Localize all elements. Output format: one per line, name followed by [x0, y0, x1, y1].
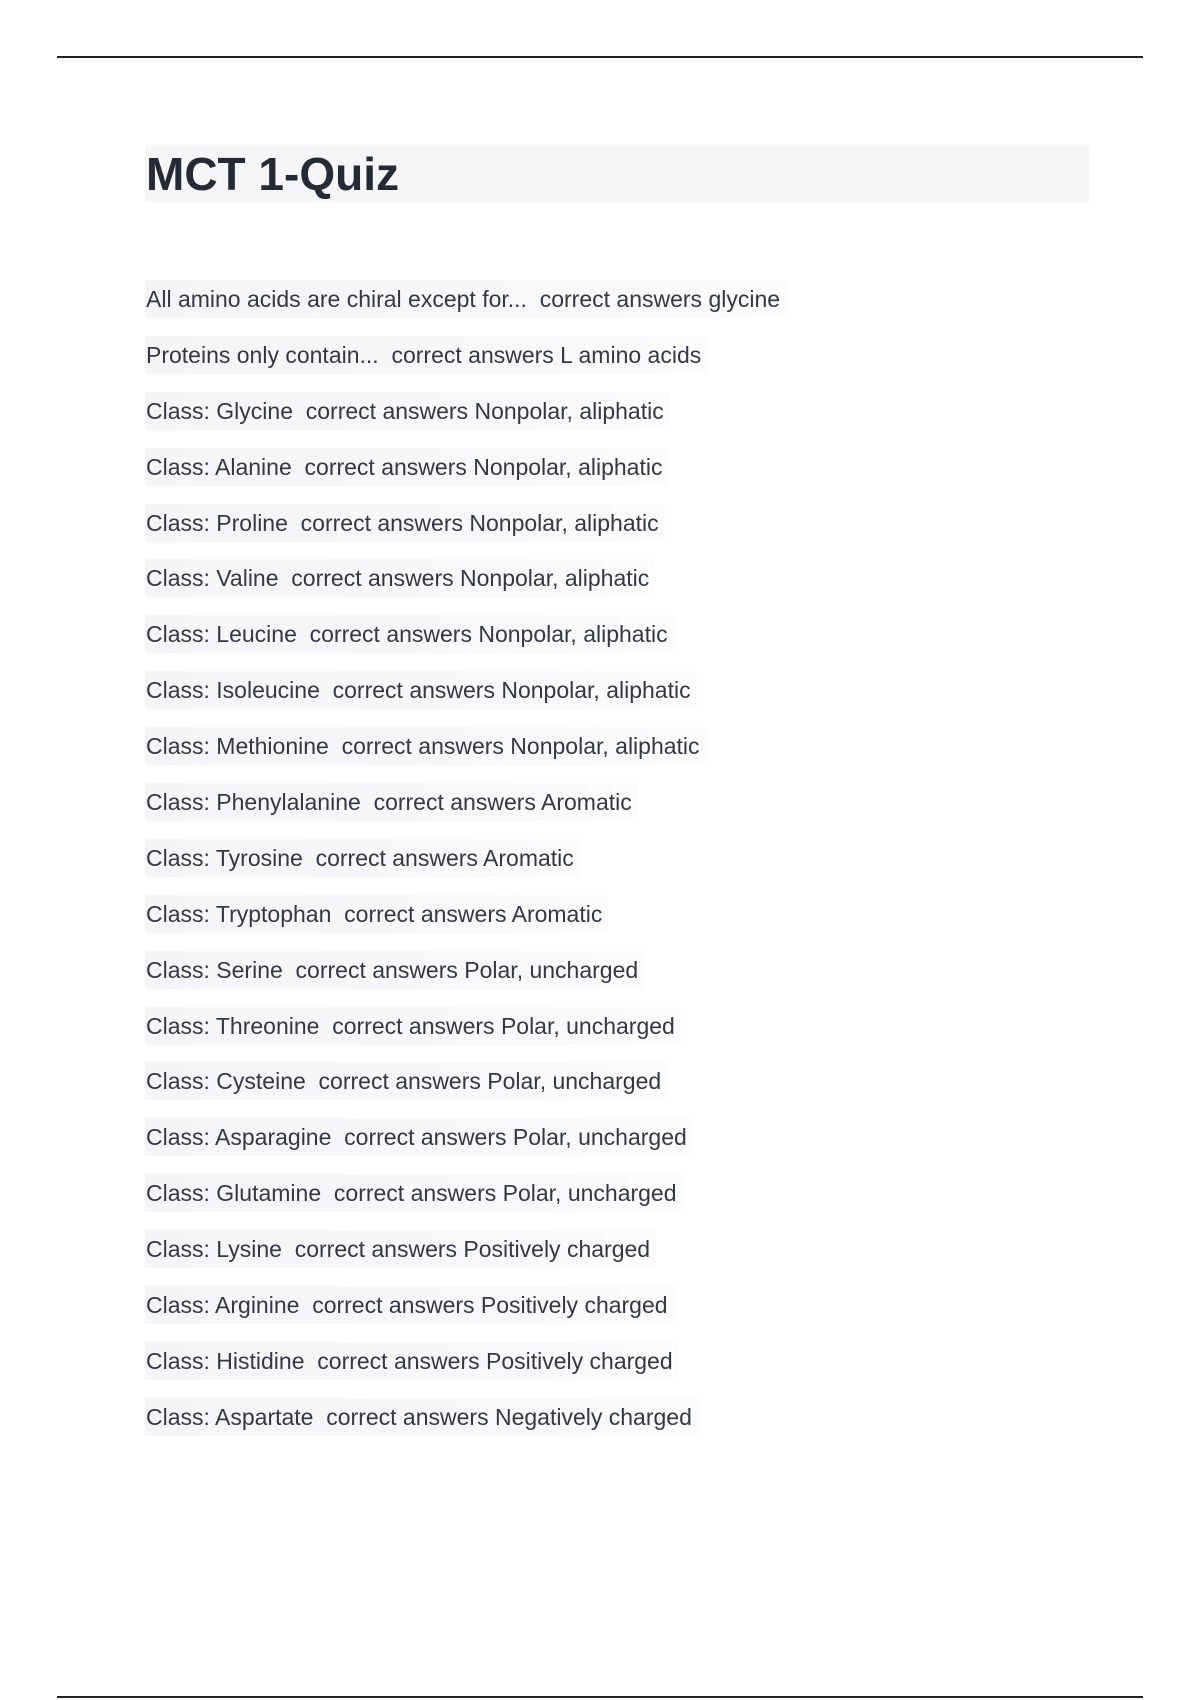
list-item	[145, 559, 786, 615]
qa-text: Class: Isoleucine correct answers Nonpolar, aliphatic	[145, 671, 697, 709]
bottom-rule	[57, 1696, 1143, 1698]
list-item	[145, 1174, 786, 1230]
qa-text: Class: Tryptophan correct answers Aromatic	[145, 895, 608, 933]
qa-text: Class: Methionine correct answers Nonpolar, aliphatic	[145, 727, 706, 765]
qa-text: Class: Proline correct answers Nonpolar, aliphatic	[145, 504, 665, 542]
qa-list	[145, 280, 786, 1454]
qa-text: Class: Alanine correct answers Nonpolar, aliphatic	[145, 448, 668, 486]
list-item	[145, 615, 786, 671]
top-rule	[57, 56, 1143, 58]
list-item	[145, 1398, 786, 1454]
list-item	[145, 1342, 786, 1398]
list-item	[145, 895, 786, 951]
qa-text: Class: Threonine correct answers Polar, uncharged	[145, 1007, 681, 1045]
list-item	[145, 1118, 786, 1174]
qa-text: Class: Leucine correct answers Nonpolar, aliphatic	[145, 615, 674, 653]
list-item	[145, 280, 786, 336]
list-item	[145, 727, 786, 783]
qa-text: Class: Cysteine correct answers Polar, uncharged	[145, 1062, 667, 1100]
list-item	[145, 1286, 786, 1342]
list-item	[145, 671, 786, 727]
qa-text: Class: Asparagine correct answers Polar, uncharged	[145, 1118, 693, 1156]
qa-text: Class: Phenylalanine correct answers Aromatic	[145, 783, 638, 821]
qa-text: Class: Arginine correct answers Positively charged	[145, 1286, 674, 1324]
list-item	[145, 839, 786, 895]
qa-text: Class: Glutamine correct answers Polar, uncharged	[145, 1174, 683, 1212]
list-item	[145, 504, 786, 560]
qa-text: Proteins only contain... correct answers L amino acids	[145, 336, 707, 374]
list-item	[145, 1062, 786, 1118]
list-item	[145, 448, 786, 504]
list-item	[145, 336, 786, 392]
qa-text: Class: Serine correct answers Polar, uncharged	[145, 951, 644, 989]
qa-text: Class: Tyrosine correct answers Aromatic	[145, 839, 580, 877]
qa-text: Class: Histidine correct answers Positively charged	[145, 1342, 679, 1380]
page-title: MCT 1-Quiz	[146, 148, 399, 200]
list-item	[145, 1007, 786, 1063]
list-item	[145, 783, 786, 839]
list-item	[145, 1230, 786, 1286]
qa-text: Class: Valine correct answers Nonpolar, aliphatic	[145, 559, 655, 597]
qa-text: Class: Aspartate correct answers Negatively charged	[145, 1398, 698, 1436]
qa-text: All amino acids are chiral except for... correct answers glycine	[145, 280, 786, 318]
list-item	[145, 951, 786, 1007]
list-item	[145, 392, 786, 448]
qa-text: Class: Glycine correct answers Nonpolar, aliphatic	[145, 392, 670, 430]
qa-text: Class: Lysine correct answers Positively charged	[145, 1230, 656, 1268]
